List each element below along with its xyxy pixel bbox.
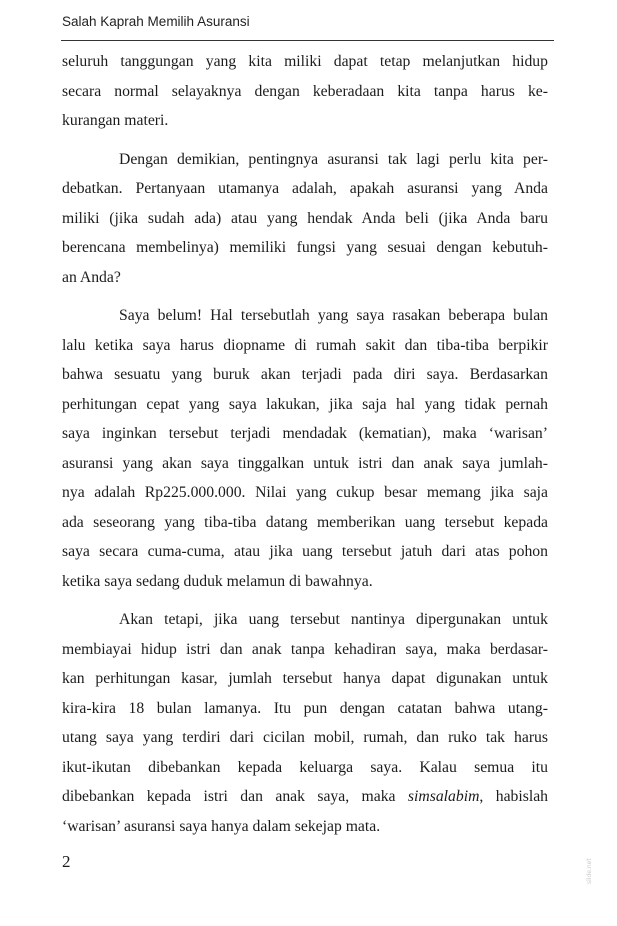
text-line: kan perhitungan kasar, jumlah tersebut hanya dapat digunakan untuk bbox=[62, 670, 548, 687]
italic-term: simsalabim bbox=[407, 788, 480, 805]
text-line: saya secara cuma-cuma, atau jika uang tersebut jatuh dari atas pohon bbox=[62, 543, 548, 560]
paragraph-1 bbox=[62, 47, 548, 136]
text-line: Saya belum! Hal tersebutlah yang saya rasakan beberapa bulan bbox=[119, 307, 548, 324]
header-rule bbox=[61, 40, 554, 41]
text-line: Dengan demikian, pentingnya asuransi tak lagi perlu kita per- bbox=[119, 150, 548, 168]
text-line bbox=[62, 782, 548, 812]
paragraph-4 bbox=[62, 605, 548, 841]
text-line: miliki (jika sudah ada) atau yang hendak Anda beli (jika Anda baru bbox=[62, 209, 548, 227]
text-line: ada seseorang yang tiba-tiba datang memberikan uang tersebut kepada bbox=[62, 513, 548, 531]
text-line: berencana membelinya) memiliki fungsi yang sesuai dengan kebutuh- bbox=[62, 239, 548, 256]
text-line: lalu ketika saya harus diopname di rumah sakit dan tiba-tiba berpikir bbox=[62, 336, 548, 354]
text-line: nya adalah Rp225.000.000. Nilai yang cukup besar memang jika saja bbox=[62, 484, 548, 501]
body-text bbox=[62, 47, 548, 841]
text-line: Akan tetapi, jika uang tersebut nantinya dipergunakan untuk bbox=[119, 611, 548, 628]
text-line: ‘warisan’ asuransi saya hanya dalam sekejap mata. bbox=[62, 817, 381, 835]
side-watermark: slide.net bbox=[586, 858, 593, 884]
running-title: Salah Kaprah Memilih Asuransi bbox=[62, 14, 250, 29]
text-line: kira-kira 18 bulan lamanya. Itu pun dengan catatan bahwa utang- bbox=[62, 699, 548, 717]
paragraph-2 bbox=[62, 145, 548, 293]
page-number: 2 bbox=[62, 852, 71, 871]
paragraph-gap bbox=[62, 292, 548, 301]
text-line: saya inginkan tersebut terjadi mendadak (kematian), maka ‘warisan’ bbox=[62, 425, 548, 442]
text-line: perhitungan cepat yang saya lakukan, jika saja hal yang tidak pernah bbox=[62, 395, 548, 413]
text-line: bahwa sesuatu yang buruk akan terjadi pada diri saya. Berdasarkan bbox=[62, 366, 548, 383]
text-line: kurangan materi. bbox=[62, 112, 169, 129]
text-line: ketika saya sedang duduk melamun di bawahnya. bbox=[62, 572, 373, 590]
text-line: secara normal selayaknya dengan keberadaan kita tanpa harus ke- bbox=[62, 82, 548, 100]
text-run: , habislah bbox=[479, 788, 548, 805]
paragraph-3 bbox=[62, 301, 548, 596]
text-line: an Anda? bbox=[62, 268, 121, 286]
text-line: debatkan. Pertanyaan utamanya adalah, apakah asuransi yang Anda bbox=[62, 180, 548, 197]
text-run: dibebankan kepada istri dan anak saya, maka bbox=[62, 788, 408, 805]
text-line: seluruh tanggungan yang kita miliki dapat tetap melanjutkan hidup bbox=[62, 53, 548, 70]
paragraph-gap bbox=[62, 136, 548, 145]
text-line: utang saya yang terdiri dari cicilan mobil, rumah, dan ruko tak harus bbox=[62, 729, 548, 746]
text-line: asuransi yang akan saya tinggalkan untuk istri dan anak saya jumlah- bbox=[62, 454, 548, 472]
paragraph-gap bbox=[62, 596, 548, 605]
text-line: membiayai hidup istri dan anak tanpa kehadiran saya, maka berdasar- bbox=[62, 640, 548, 658]
text-line: ikut-ikutan dibebankan kepada keluarga saya. Kalau semua itu bbox=[62, 758, 548, 776]
